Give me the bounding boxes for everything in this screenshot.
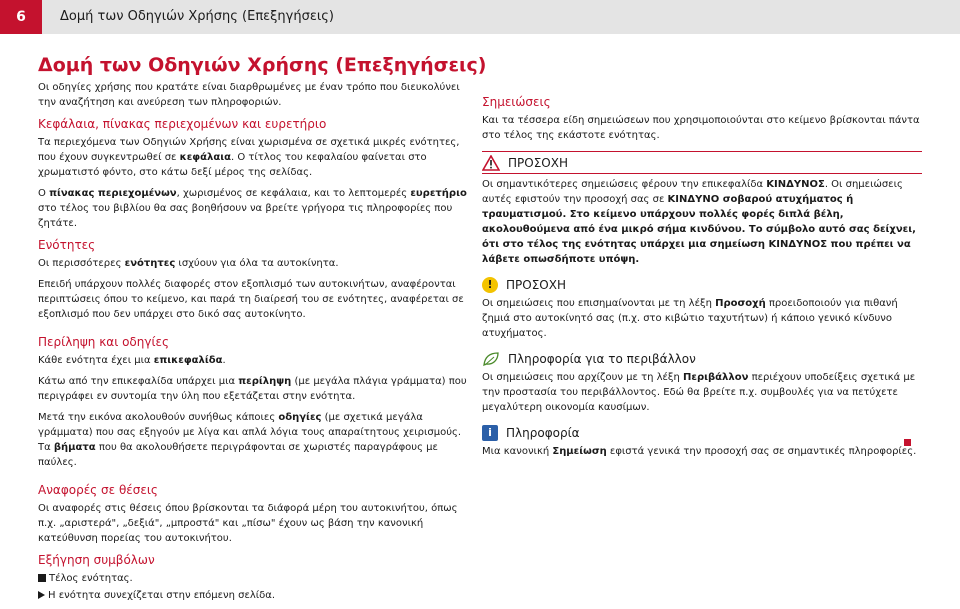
paragraph: Οι σημαντικότερες σημειώσεις φέρουν την επικεφαλίδα ΚΙΝΔΥΝΟΣ. Οι σημειώσεις αυτές εφιστούν την προσοχή σας σε ΚΙΝΔΥΝΟ σοβαρού ατυχήματος ή τραυματισμού. Στο κείμενο υπάρχουν πολλές φορές διπλά βέλη, ακολουθούμενα από ένα μικρό σήμα κινδύνου. Το σύμβολο αυτό σας δείχνει, ότι στο τέλος της ενότητας υπάρχει μια σημείωση ΚΙΝΔΥΝΟΣ που πρέπει να λάβετε οπωσδήποτε υπόψη.	[482, 179, 916, 265]
section-title: Ενότητες	[38, 238, 96, 252]
symbol-item: Η ενότητα συνεχίζεται στην επόμενη σελίδα.	[38, 588, 468, 603]
section-title: Σημειώσεις	[482, 95, 551, 109]
environment-title: Πληροφορία για το περιβάλλον	[508, 351, 696, 366]
caution-header	[482, 277, 922, 293]
page-title: Δομή των Οδηγιών Χρήσης (Επεξηγήσεις)	[38, 54, 487, 76]
continue-arrow-icon	[38, 591, 45, 599]
paragraph: Οι αναφορές στις θέσεις όπου βρίσκονται τα διάφορά μέρη του αυτοκινήτου, όπως π.χ. „αριστερά", „δεξιά", „μπροστά" και „πίσω" έχουν ως βάση την κανονική κατεύθυνση πορείας του αυτοκινήτου.	[38, 503, 458, 544]
paragraph: Μετά την εικόνα ακολουθούν συνήθως κάποιες οδηγίες (με σχετικά μεγάλα γράμματα) που σας εξηγούν με λίγα και απλά λόγια τους απαραίτητους χειρισμούς. Τα βήματα που θα ακολουθήσετε περιγράφονται σε χωριστές παραγράφους με παύλες.	[38, 412, 462, 468]
paragraph: Οι σημειώσεις που αρχίζουν με τη λέξη Περιβάλλον περιέχουν υποδείξεις σχετικά με την προστασία του περιβάλλοντος. Εδώ θα βρείτε π.χ. συμβουλές για να πετύχετε μεγαλύτερη οικονομία καυσίμων.	[482, 372, 916, 413]
paragraph: Μια κανονική Σημείωση εφιστά γενικά την προσοχή σας σε σημαντικές πληροφορίες.	[482, 446, 917, 457]
left-column	[38, 80, 468, 609]
end-of-section-marker	[904, 439, 911, 446]
leaf-icon	[482, 351, 500, 367]
section-title: Αναφορές σε θέσεις	[38, 483, 158, 497]
exclamation-circle-icon: !	[482, 277, 498, 293]
paragraph: Και τα τέσσερα είδη σημειώσεων που χρησιμοποιούνται στο κείμενο βρίσκονται πάντα στο τέλος της εκάστοτε ενότητας.	[482, 115, 920, 141]
environment-header	[482, 351, 922, 367]
caution-title: ΠΡΟΣΟΧΗ	[506, 277, 566, 292]
info-icon: i	[482, 425, 498, 441]
header-title: Δομή των Οδηγιών Χρήσης (Επεξηγήσεις)	[60, 9, 334, 24]
page-number: 6	[0, 0, 42, 34]
section-title: Περίληψη και οδηγίες	[38, 335, 170, 349]
info-header	[482, 425, 922, 441]
warning-header	[482, 151, 922, 174]
paragraph: Οι σημειώσεις που επισημαίνονται με τη λέξη Προσοχή προειδοποιούν για πιθανή ζημιά στο αυτοκίνητό σας (π.χ. στο κιβώτιο ταχυτήτων) ή κάποιο γενικό κίνδυνο ατυχήματος.	[482, 298, 898, 339]
paragraph: Τα περιεχόμενα των Οδηγιών Χρήσης είναι χωρισμένα σε σχετικά μικρές ενότητες, που έχουν συγκεντρωθεί σε κεφάλαια. Ο τίτλος του κεφαλαίου φαίνεται στο χρωματιστό φόντο, στο κάτω δεξί μέρος της σελίδας.	[38, 137, 460, 178]
page-header	[0, 0, 960, 34]
paragraph: Ο πίνακας περιεχομένων, χωρισμένος σε κεφάλαια, και το λεπτομερές ευρετήριο στο τέλος του βιβλίου θα σας βοηθήσουν να βρείτε γρήγορα τις πληροφορίες που ζητάτε.	[38, 188, 467, 229]
paragraph: Επειδή υπάρχουν πολλές διαφορές στον εξοπλισμό των αυτοκινήτων, αναφέρονται περιπτώσεις όπου το κείμενο, και παρά τη διαίρεσή του σε ενότητες, αναφέρεται σε εξοπλισμό που δεν υπάρχει στο δικό σας αυτοκίνητο.	[38, 279, 464, 320]
section-title: Εξήγηση συμβόλων	[38, 553, 155, 567]
end-of-section-icon	[38, 574, 46, 582]
warning-title: ΠΡΟΣΟΧΗ	[508, 155, 568, 170]
paragraph: Κάθε ενότητα έχει μια επικεφαλίδα.	[38, 355, 226, 366]
warning-triangle-icon	[482, 155, 500, 171]
section-title: Κεφάλαια, πίνακας περιεχομένων και ευρετήριο	[38, 117, 327, 131]
symbol-item: Τέλος ενότητας.	[38, 571, 468, 586]
info-title: Πληροφορία	[506, 425, 580, 440]
right-column	[482, 92, 922, 465]
paragraph: Οι περισσότερες ενότητες ισχύουν για όλα τα αυτοκίνητα.	[38, 258, 339, 269]
intro-paragraph: Οι οδηγίες χρήσης που κρατάτε είναι διαρθρωμένες με έναν τρόπο που διευκολύνει την αναζήτηση και ανεύρεση των πληροφοριών.	[38, 82, 460, 108]
paragraph: Κάτω από την επικεφαλίδα υπάρχει μια περίληψη (με μεγάλα πλάγια γράμματα) που περιγράφει εν συντομία την ύλη που εξετάζεται στην ενότητα.	[38, 376, 467, 402]
